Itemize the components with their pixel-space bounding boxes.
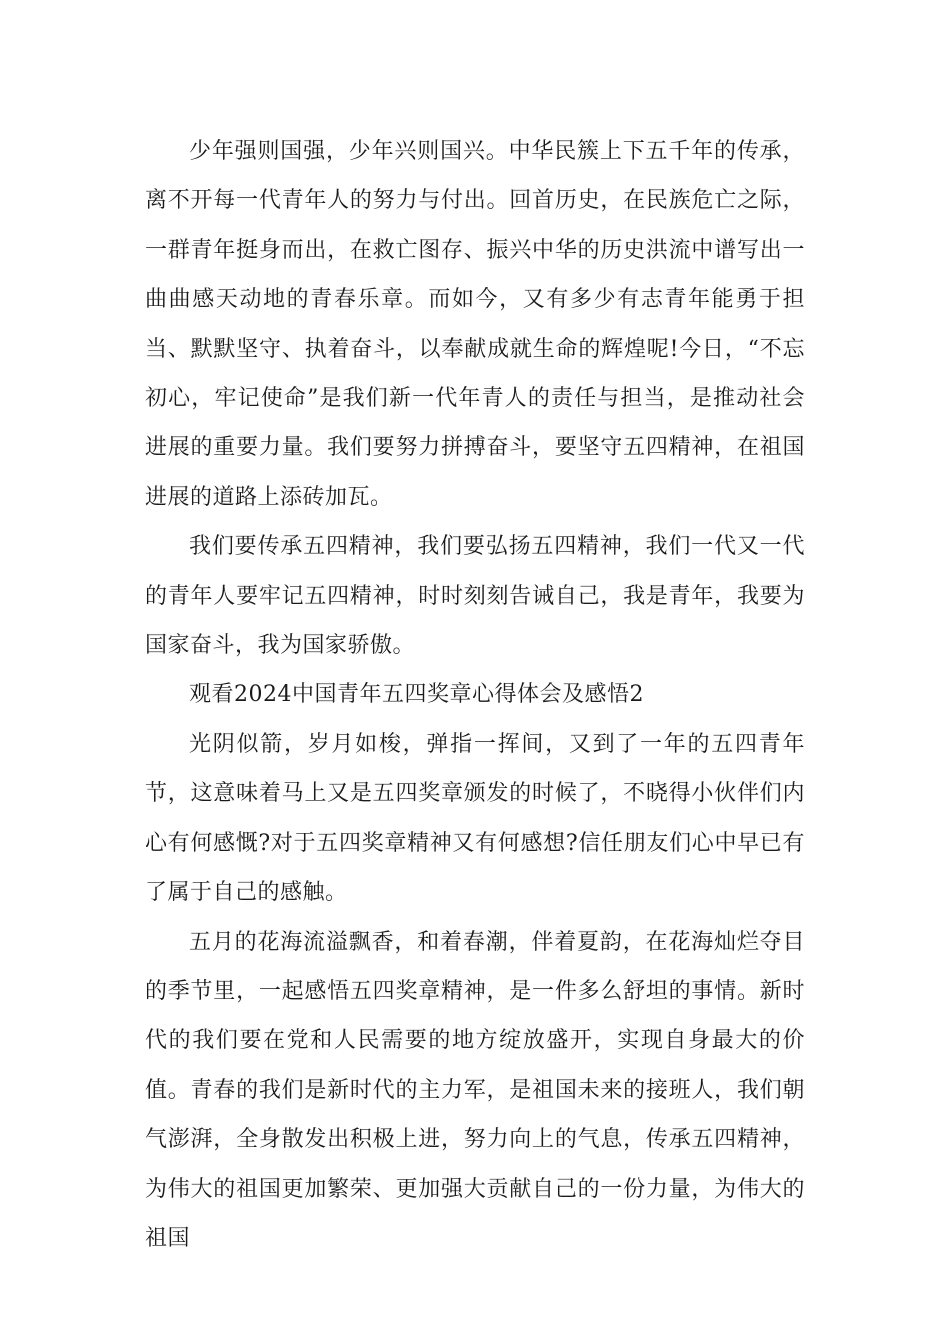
paragraph-may-flowers: 五月的花海流溢飘香，和着春潮，伴着夏韵，在花海灿烂夺目的季节里，一起感悟五四奖章精神，是一件多么舒坦的事情。新时代的我们要在党和人民需要的地方绽放盛开，实现自身最大的价值。青春的我们是新时代的主力军，是祖国未来的接班人，我们朝气澎湃，全身散发出积极上进，努力向上的气息，传承五四精神，为伟大的祖国更加繁荣、更加强大贡献自己的一份力量，为伟大的祖国 — [145, 929, 805, 1251]
document-body — [145, 127, 805, 1263]
paragraph-inherit-may-fourth: 我们要传承五四精神，我们要弘扬五四精神，我们一代又一代的青年人要牢记五四精神，时时刻刻告诫自己，我是青年，我要为国家奋斗，我为国家骄傲。 — [145, 534, 805, 659]
paragraph-youth-strong-nation: 少年强则国强，少年兴则国兴。中华民簇上下五千年的传承，离不开每一代青年人的努力与付出。回首历史，在民族危亡之际，一群青年挺身而出，在救亡图存、振兴中华的历史洪流中谱写出一曲曲感天动地的青春乐章。而如今，又有多少有志青年能勇于担当、默默坚守、执着奋斗，以奉献成就生命的辉煌呢!今日，“不忘初心，牢记使命”是我们新一代年青人的责任与担当，是推动社会进展的重要力量。我们要努力拼搏奋斗，要坚守五四精神，在祖国进展的道路上添砖加瓦。 — [145, 139, 805, 510]
paragraph-time-flies: 光阴似箭，岁月如梭，弹指一挥间，又到了一年的五四青年节，这意味着马上又是五四奖章颁发的时候了，不晓得小伙伴们内心有何感慨?对于五四奖章精神又有何感想?信任朋友们心中早已有了属于自己的感触。 — [145, 731, 805, 906]
section-heading: 观看2024中国青年五四奖章心得体会及感悟2 — [189, 682, 644, 708]
